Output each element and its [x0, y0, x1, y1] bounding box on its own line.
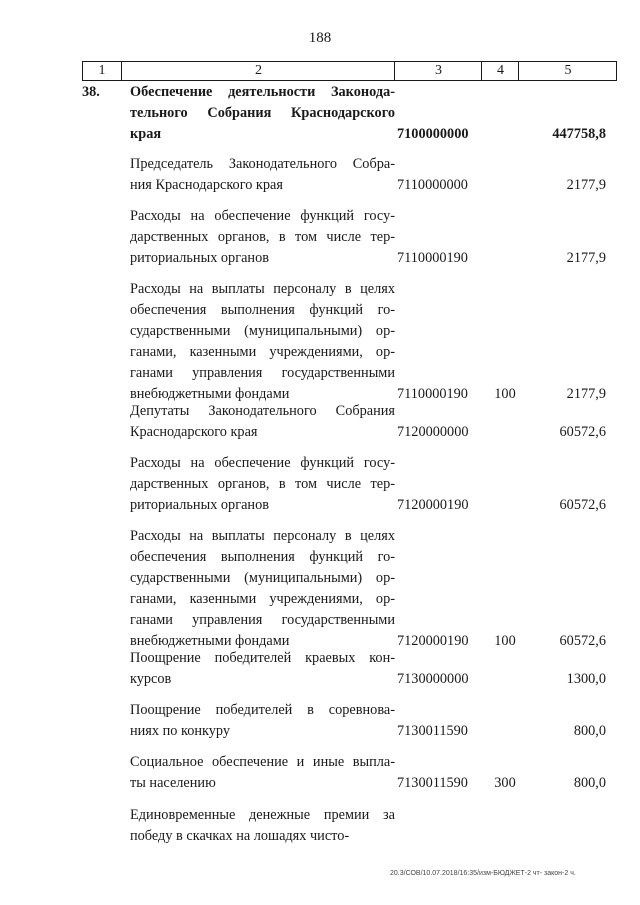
- row-name-line: Социальное обеспечение и иные выпла-: [130, 754, 395, 770]
- row-amount: 60572,6: [559, 497, 606, 513]
- row-name-line: обеспечения выполнения функций го-: [130, 549, 395, 565]
- table-row: [82, 206, 617, 269]
- row-name-line: Председатель Законодательного Собра-: [130, 156, 395, 172]
- row-code: 7120000000: [397, 424, 469, 440]
- row-name-line: ганами, казенными учреждениями, ор-: [130, 591, 395, 607]
- table-row: [82, 82, 617, 145]
- row-code: 7110000190: [397, 386, 468, 402]
- row-name-line: Обеспечение деятельности Законода-: [130, 84, 395, 100]
- row-name-line: Расходы на выплаты персоналу в целях: [130, 528, 395, 544]
- row-expense-type: 100: [494, 386, 516, 402]
- row-name-line: Единовременные денежные премии за: [130, 807, 395, 823]
- row-name-line: края: [130, 126, 162, 142]
- table-row: [82, 154, 617, 196]
- row-name: [130, 453, 395, 516]
- row-amount: 60572,6: [559, 424, 606, 440]
- row-name-line: дарственных органов, в том числе тер-: [130, 476, 395, 492]
- table-row: [82, 526, 617, 652]
- row-name-line: Поощрение победителей краевых кон-: [130, 650, 395, 666]
- row-amount: 800,0: [573, 723, 606, 739]
- row-name-line: Расходы на обеспечение функций госу-: [130, 208, 395, 224]
- row-name-line: ния Краснодарского края: [130, 177, 283, 193]
- row-name-line: ганами, казенными учреждениями, ор-: [130, 344, 395, 360]
- row-name: [130, 206, 395, 269]
- row-name: [130, 401, 395, 443]
- row-code: 7110000000: [397, 177, 468, 193]
- row-code: 7110000190: [397, 250, 468, 266]
- row-name-line: внебюджетными фондами: [130, 386, 290, 402]
- table-row: [82, 805, 617, 847]
- row-name-line: риториальных органов: [130, 497, 269, 513]
- table-row: [82, 279, 617, 405]
- row-expense-type: 300: [494, 775, 516, 791]
- row-number: 38.: [82, 84, 100, 100]
- row-expense-type: 100: [494, 633, 516, 649]
- header-col-3: 3: [394, 62, 482, 80]
- row-code: 7130000000: [397, 671, 469, 687]
- row-name-line: дарственных органов, в том числе тер-: [130, 229, 395, 245]
- row-name-line: курсов: [130, 671, 172, 687]
- row-name: [130, 154, 395, 196]
- row-name-line: обеспечения выполнения функций го-: [130, 302, 395, 318]
- row-name-line: сударственными (муниципальными) ор-: [130, 570, 395, 586]
- row-name-line: Расходы на обеспечение функций госу-: [130, 455, 395, 471]
- row-name: [130, 752, 395, 794]
- row-name-line: тельного Собрания Краснодарского: [130, 105, 395, 121]
- row-name-line: ганами управления государственными: [130, 612, 395, 628]
- table-header: [82, 61, 617, 81]
- row-code: 7120000190: [397, 633, 469, 649]
- header-col-5: 5: [518, 62, 617, 80]
- row-name-line: Краснодарского края: [130, 424, 258, 440]
- row-code: 7120000190: [397, 497, 469, 513]
- header-col-1: 1: [98, 63, 106, 78]
- row-amount: 447758,8: [552, 126, 606, 142]
- row-name: [130, 526, 395, 652]
- row-name-line: риториальных органов: [130, 250, 269, 266]
- page-number: 188: [308, 30, 332, 46]
- table-row: [82, 648, 617, 690]
- row-name-line: ниях по конкуру: [130, 723, 230, 739]
- row-name: [130, 700, 395, 742]
- row-name-line: Поощрение победителей в соревнова-: [130, 702, 395, 718]
- row-code: 7100000000: [397, 126, 469, 142]
- row-amount: 60572,6: [559, 633, 606, 649]
- row-amount: 1300,0: [566, 671, 606, 687]
- row-name-line: победу в скачках на лошадях чисто-: [130, 828, 350, 844]
- row-name: [130, 805, 395, 847]
- row-name: [130, 82, 395, 145]
- header-col-2: 2: [121, 62, 395, 80]
- row-name-line: сударственными (муниципальными) ор-: [130, 323, 395, 339]
- row-name-line: Депутаты Законодательного Собрания: [130, 403, 395, 419]
- table-row: [82, 401, 617, 443]
- table-row: [82, 700, 617, 742]
- row-name-line: ганами управления государственными: [130, 365, 395, 381]
- header-col-4: 4: [481, 62, 519, 80]
- row-name: [130, 648, 395, 690]
- table-row: [82, 453, 617, 516]
- footer-stamp: 20.3/СОВ/10.07.2018/16:35/изм-БЮДЖЕТ-2 чт- закон-2 ч.: [390, 870, 576, 877]
- row-name-line: ты населению: [130, 775, 216, 791]
- row-name-line: внебюджетными фондами: [130, 633, 290, 649]
- row-amount: 2177,9: [566, 386, 606, 402]
- row-code: 7130011590: [397, 723, 468, 739]
- row-amount: 800,0: [573, 775, 606, 791]
- row-amount: 2177,9: [566, 177, 606, 193]
- row-code: 7130011590: [397, 775, 468, 791]
- row-amount: 2177,9: [566, 250, 606, 266]
- table-row: [82, 752, 617, 794]
- row-name: [130, 279, 395, 405]
- row-name-line: Расходы на выплаты персоналу в целях: [130, 281, 395, 297]
